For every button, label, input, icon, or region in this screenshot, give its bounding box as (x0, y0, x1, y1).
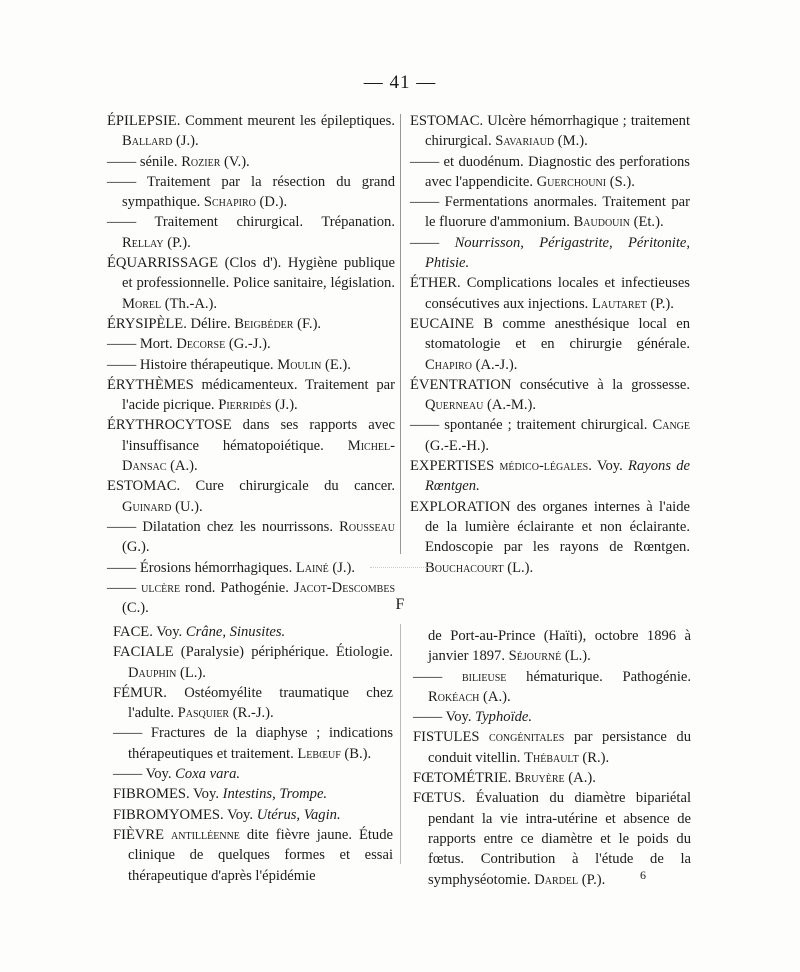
index-entry: FIBROMES. Voy. Intestins, Trompe. (113, 786, 328, 803)
index-entry: ESTOMAC. Ulcère hémorrhagique ; traitement chirurgical. Savariaud (M.). (410, 113, 690, 150)
index-entry: ÉRYSIPÈLE. Délire. Beigbéder (F.). (107, 315, 322, 332)
index-entry: —— ulcère rond. Pathogénie. Jacot-Descombes (C.). (107, 579, 395, 617)
index-entry: —— Dilatation chez les nourrissons. Rousseau (G.). (107, 518, 395, 556)
index-entry: FISTULES congénitales par persistance du conduit vitellin. Thébault (R.). (413, 729, 691, 766)
index-entry: ESTOMAC. Cure chirurgicale du cancer. Guinard (U.). (107, 478, 395, 515)
index-entry: —— Voy. Typhoïde. (413, 709, 533, 726)
index-entry: ÉPILEPSIE. Comment meurent les épileptiques. Ballard (J.). (107, 113, 395, 150)
index-column-bottom-left (113, 622, 393, 886)
column-divider-bottom (400, 624, 401, 864)
index-entry: FACIALE (Paralysie) périphérique. Étiologie. Dauphin (L.). (113, 644, 393, 681)
index-entry: —— bilieuse hématurique. Pathogénie. Rokéach (A.). (413, 668, 691, 705)
index-entry: —— Nourrisson, Périgastrite, Péritonite, Phtisie. (410, 234, 691, 272)
index-entry: de Port-au-Prince (Haïti), octobre 1896 à janvier 1897. Séjourné (L.). (428, 628, 691, 665)
section-letter: F (395, 596, 405, 613)
index-entry: EXPERTISES médico-légales. Voy. Rayons de Rœntgen. (410, 458, 690, 495)
index-entry: FACE. Voy. Crâne, Sinusites. (113, 624, 286, 640)
index-entry: ÉRYTHROCYTOSE dans ses rapports avec l'insuffisance hématopoiétique. Michel-Dansac (A.). (107, 417, 395, 475)
index-entry: —— Voy. Coxa vara. (113, 766, 241, 783)
index-entry: —— Mort. Decorse (G.-J.). (107, 336, 271, 353)
index-entry: —— et duodénum. Diagnostic des perforations avec l'appendicite. Guerchouni (S.). (410, 153, 690, 190)
index-entry: FÉMUR. Ostéomyélite traumatique chez l'adulte. Pasquier (R.-J.). (113, 684, 393, 722)
sheet-signature: 6 (640, 868, 646, 882)
index-entry: EXPLORATION des organes internes à l'aide de la lumière éclairante et non éclairante. Endoscopie par les rayons de Rœntgen. Bouchacourt (L.). (410, 498, 690, 576)
index-entry: —— Fermentations anormales. Traitement par le fluorure d'ammonium. Baudouin (Et.). (410, 194, 690, 231)
index-entry: FIBROMYOMES. Voy. Utérus, Vagin. (113, 806, 341, 823)
index-entry: —— Traitement par la résection du grand sympathique. Schapiro (D.). (107, 173, 395, 211)
index-column-top-right (410, 111, 690, 578)
index-entry: ÉQUARRISSAGE (Clos d'). Hygiène publique et professionnelle. Police sanitaire, législation. Morel (Th.-A.). (107, 255, 395, 312)
index-entry: ÉRYTHÈMES médicamenteux. Traitement par l'acide picrique. Pierridès (J.). (107, 376, 395, 414)
index-entry: FŒTOMÉTRIE. Bruyère (A.). (413, 770, 596, 787)
section-rule (370, 567, 430, 568)
column-divider-top (400, 114, 401, 554)
index-entry: FIÈVRE antilléenne dite fièvre jaune. Étude clinique de quelques formes et essai thérapeutique d'après l'épidémie (113, 826, 393, 884)
index-entry: —— spontanée ; traitement chirurgical. Cange (G.-E.-H.). (410, 417, 690, 454)
index-entry: —— Traitement chirurgical. Trépanation. Rellay (P.). (107, 214, 395, 251)
index-entry: —— Érosions hémorrhagiques. Lainé (J.). (107, 559, 356, 576)
index-entry: ÉTHER. Complications locales et infectieuses consécutives aux injections. Lautaret (P.). (410, 275, 690, 312)
index-entry: EUCAINE B comme anesthésique local en stomatologie et en chirurgie générale. Chapiro (A.-J.). (410, 315, 690, 373)
page-number: — 41 — (363, 72, 437, 93)
index-column-top-left (107, 111, 395, 618)
index-entry: —— Fractures de la diaphyse ; indications thérapeutiques et traitement. Lebœuf (B.). (113, 725, 393, 762)
index-entry: FŒTUS. Évaluation du diamètre bipariétal pendant la vie intra-utérine et absence de rapports entre ce diamètre et le poids du fœtus. Contribution à l'étude de la symphyséotomie. Dardel (P.). (413, 790, 691, 888)
index-entry: —— sénile. Rozier (V.). (107, 153, 250, 170)
index-entry: —— Histoire thérapeutique. Moulin (E.). (107, 356, 351, 373)
index-entry: ÉVENTRATION consécutive à la grossesse. Querneau (A.-M.). (410, 376, 690, 414)
index-column-bottom-right (413, 626, 691, 890)
